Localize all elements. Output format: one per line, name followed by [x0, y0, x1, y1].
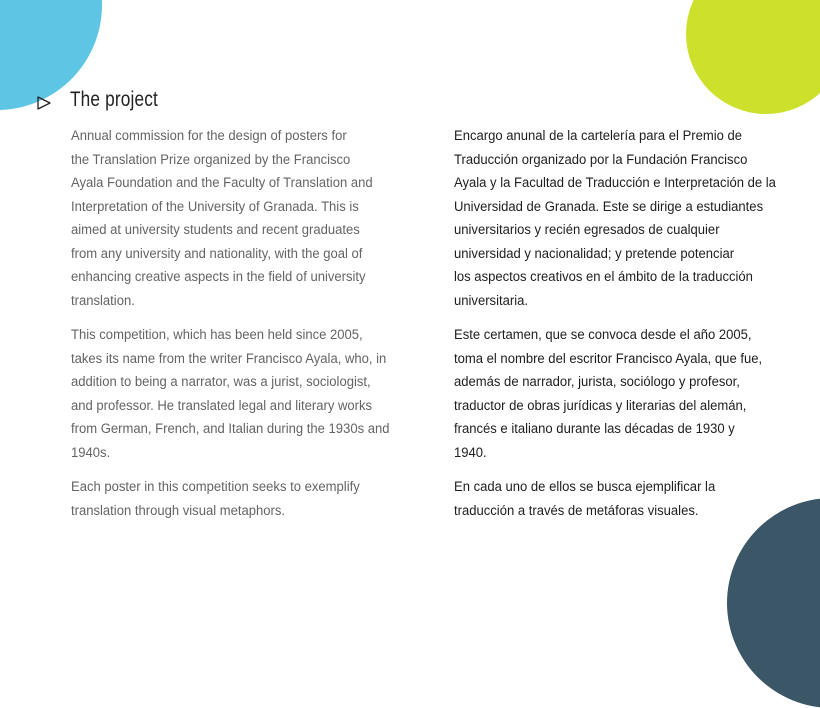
text-line: Ayala Foundation and the Faculty of Translation and — [71, 175, 373, 191]
spanish-paragraph — [454, 476, 771, 523]
spanish-column — [454, 125, 799, 534]
text-line: francés e italiano durante las décadas de 1930 y — [454, 421, 735, 437]
text-line: translation. — [71, 292, 135, 309]
text-line: translation through visual metaphors. — [71, 502, 286, 519]
text-line: and professor. He translated legal and literary works — [71, 397, 373, 414]
text-line: traducción a través de metáforas visuales. — [454, 502, 699, 519]
page-title: The project — [70, 88, 158, 111]
text-line: traductor de obras jurídicas y literarias del alemán, — [454, 397, 747, 414]
text-line: Universidad de Granada. Este se dirige a estudiantes — [454, 198, 764, 215]
spanish-paragraph — [454, 324, 771, 465]
text-line: Annual commission for the design of posters for — [71, 128, 347, 144]
text-line: 1940s. — [71, 444, 111, 461]
play-triangle-icon — [36, 95, 52, 111]
text-line: addition to being a narrator, was a jurist, sociologist, — [71, 374, 371, 390]
text-line: los aspectos creativos en el ámbito de la traducción — [454, 269, 753, 285]
text-line: Este certamen, que se convoca desde el año 2005, — [454, 327, 752, 343]
text-line: from German, French, and Italian during the 1930s and — [71, 421, 390, 437]
text-line: Encargo anunal de la cartelería para el Premio de — [454, 128, 743, 144]
text-line: This competition, which has been held since 2005, — [71, 327, 363, 343]
text-line: En cada uno de ellos se busca ejemplificar la — [454, 479, 716, 495]
text-line: from any university and nationality, with the goal of — [71, 245, 363, 262]
english-paragraph — [71, 476, 388, 523]
text-line: 1940. — [454, 444, 487, 461]
text-line: Interpretation of the University of Granada. This is — [71, 198, 359, 215]
text-line: universidad y nacionalidad; y pretende potenciar — [454, 245, 735, 262]
text-line: aimed at university students and recent graduates — [71, 222, 360, 238]
decorative-lime-circle — [686, 0, 820, 114]
text-line: universitarios y recién egresados de cualquier — [454, 222, 720, 238]
text-line: Traducción organizado por la Fundación Francisco — [454, 151, 748, 168]
text-line: enhancing creative aspects in the field of university — [71, 269, 366, 285]
text-line: the Translation Prize organized by the Francisco — [71, 151, 351, 168]
text-line: universitaria. — [454, 292, 529, 309]
english-paragraph — [71, 125, 388, 313]
spanish-paragraph — [454, 125, 776, 313]
english-paragraph — [71, 324, 388, 465]
text-line: toma el nombre del escritor Francisco Ayala, que fue, — [454, 350, 763, 367]
text-line: takes its name from the writer Francisco Ayala, who, in — [71, 350, 387, 367]
text-line: además de narrador, jurista, sociólogo y profesor, — [454, 374, 740, 390]
english-column — [71, 125, 416, 534]
text-line: Ayala y la Facultad de Traducción e Interpretación de la — [454, 175, 776, 191]
text-line: Each poster in this competition seeks to exemplify — [71, 479, 360, 495]
